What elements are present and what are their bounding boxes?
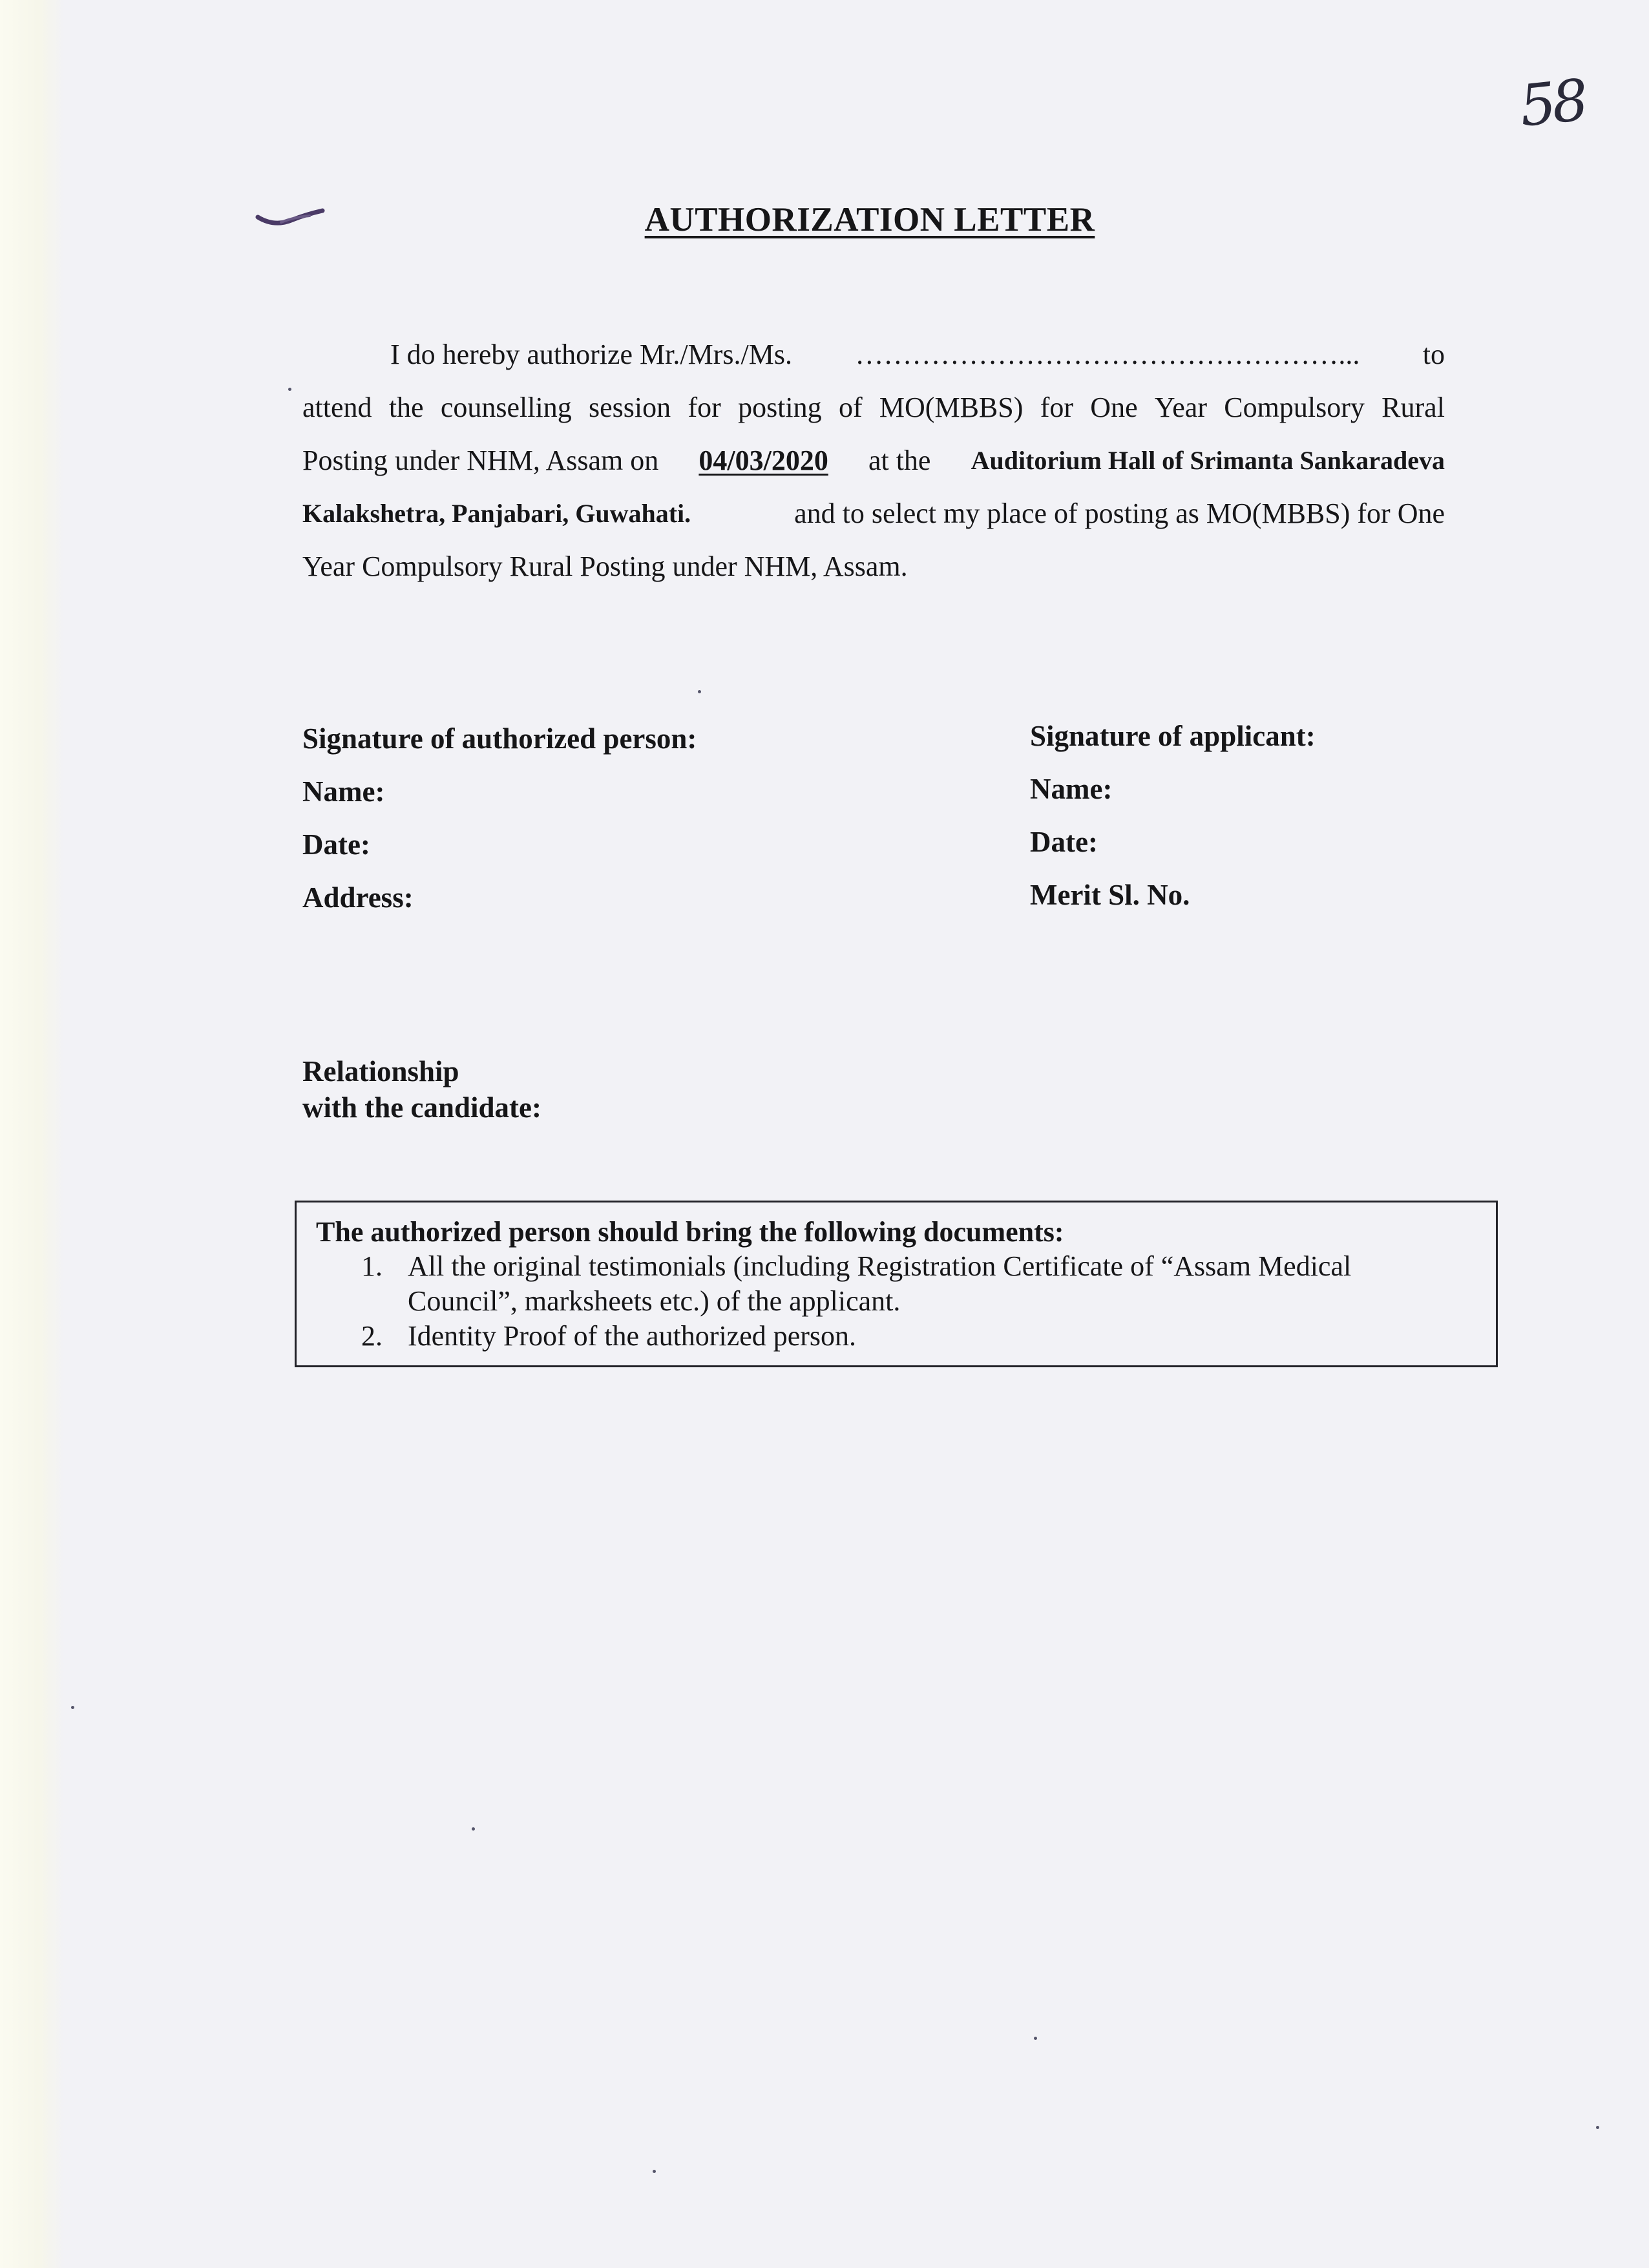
documents-list [316,1249,1496,1354]
document-title: AUTHORIZATION LETTER [644,201,1095,238]
paragraph-line-4 [302,487,1445,540]
relationship-line-1: Relationship [302,1055,459,1087]
word: One [1090,392,1138,423]
word: attend [302,392,372,423]
paragraph-line-3 [302,434,1445,487]
word: of [838,392,863,423]
select-posting-text: and to select my place of posting as MO(MBBS) for One [794,498,1445,529]
word: for [1040,392,1073,423]
applicant-block [1030,709,1316,921]
posting-text: Posting under NHM, Assam on [302,445,659,476]
required-documents-box [295,1201,1498,1367]
page-edge-shadow [0,0,65,2268]
list-item-text: Identity Proof of the authorized person. [408,1320,857,1352]
to-text: to [1422,339,1445,370]
word: session [589,392,671,423]
authorized-name-label: Name: [302,775,385,808]
scan-speck [698,690,701,693]
authorized-address-label: Address: [302,881,414,914]
list-item-number: 2. [361,1320,383,1352]
list-item-number: 1. [361,1250,383,1282]
authorized-person-block [302,712,697,924]
applicant-date-label: Date: [1030,826,1098,858]
paragraph-line-1 [302,328,1445,381]
venue-part-1: Auditorium Hall of Srimanta Sankaradeva [971,446,1445,475]
scan-speck [71,1706,74,1709]
relationship-line-2: with the candidate: [302,1091,541,1124]
authorized-date-label: Date: [302,828,370,861]
counselling-date: 04/03/2020 [698,445,828,476]
word: posting [738,392,822,423]
word: for [688,392,721,423]
at-the-text: at the [868,445,931,476]
scan-speck [653,2170,656,2173]
list-item [316,1249,1496,1319]
word: MO(MBBS) [879,392,1024,423]
scan-speck [1034,2037,1037,2040]
line-5-text: Year Compulsory Rural Posting under NHM, Assam. [302,551,908,582]
applicant-signature-label: Signature of applicant: [1030,720,1316,752]
word: Year [1154,392,1207,423]
scan-speck [288,388,291,391]
applicant-name-label: Name: [1030,773,1113,805]
authorize-text: I do hereby authorize Mr./Mrs./Ms. [390,339,792,370]
line-2-text [302,381,1445,434]
authorization-paragraph [302,328,1445,593]
word: counselling [440,392,572,423]
scan-speck [1596,2126,1599,2129]
applicant-merit-label: Merit Sl. No. [1030,879,1190,911]
relationship-label [302,1053,541,1126]
paragraph-line-5 [302,540,1445,593]
authorized-signature-label: Signature of authorized person: [302,722,697,755]
documents-heading: The authorized person should bring the following documents: [316,1216,1064,1248]
list-item [316,1319,1496,1354]
word: the [388,392,424,423]
list-item-text: All the original testimonials (including Registration Certificate of “Assam Medical [408,1250,1352,1282]
paragraph-line-2 [302,381,1445,434]
name-blank-dots: ……………………………………………... [855,339,1360,370]
handwritten-page-number: 58 [1516,67,1588,140]
word: Rural [1381,392,1445,423]
list-item-text-continued: Council”, marksheets etc.) of the applicant. [408,1285,901,1317]
venue-part-2: Kalakshetra, Panjabari, Guwahati. [302,499,691,528]
word: Compulsory [1224,392,1365,423]
scan-speck [472,1827,475,1831]
